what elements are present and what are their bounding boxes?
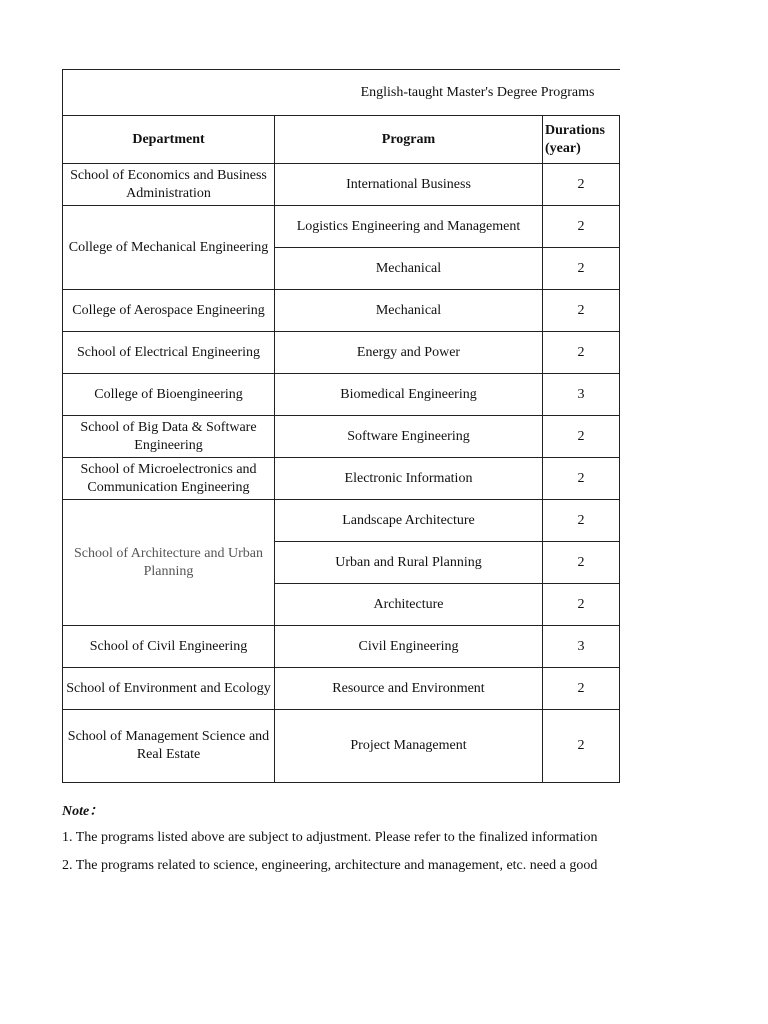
cell-program: International Business: [275, 164, 543, 206]
cell-program: Urban and Rural Planning: [275, 542, 543, 584]
table-row: [63, 458, 621, 500]
table-row: [63, 626, 621, 668]
cell-duration: 2: [543, 332, 620, 374]
cell-duration: 2: [543, 542, 620, 584]
cell-duration: 2: [543, 164, 620, 206]
table-row: [63, 374, 621, 416]
cell-duration: 2: [543, 248, 620, 290]
cell-duration: 2: [543, 500, 620, 542]
cell-extra: [620, 416, 621, 458]
cell-program: Mechanical: [275, 248, 543, 290]
cell-program: Architecture: [275, 584, 543, 626]
note-line-1: 1. The programs listed above are subject to adjustment. Please refer to the finalized information: [62, 830, 598, 845]
cell-department: College of Aerospace Engineering: [63, 290, 275, 332]
header-row: [63, 116, 621, 164]
note-title: Note：: [62, 804, 104, 819]
table-row: [63, 710, 621, 783]
header-department: Department: [63, 116, 275, 164]
cell-program: Civil Engineering: [275, 626, 543, 668]
table-row: [63, 332, 621, 374]
cell-duration: 3: [543, 374, 620, 416]
cell-duration: 2: [543, 290, 620, 332]
cell-duration: 2: [543, 206, 620, 248]
cell-extra: [620, 584, 621, 626]
header-duration: Durations (year): [543, 116, 620, 164]
cell-extra: [620, 500, 621, 542]
cell-extra: [620, 248, 621, 290]
cell-department: School of Architecture and Urban Planning: [63, 500, 275, 626]
cell-extra: [620, 458, 621, 500]
cell-duration: 2: [543, 710, 620, 783]
table-row: [63, 164, 621, 206]
cell-extra: [620, 374, 621, 416]
cell-extra: [620, 206, 621, 248]
cell-program: Energy and Power: [275, 332, 543, 374]
table-row: [63, 290, 621, 332]
notes-section: [62, 803, 620, 885]
table-title: English-taught Master's Degree Programs: [360, 84, 595, 100]
cell-program: Resource and Environment: [275, 668, 543, 710]
table-row: [63, 416, 621, 458]
table-row: [63, 668, 621, 710]
table-row: [63, 206, 621, 248]
cell-department: College of Mechanical Engineering: [63, 206, 275, 290]
cell-program: Electronic Information: [275, 458, 543, 500]
cell-department: School of Civil Engineering: [63, 626, 275, 668]
cell-department: School of Electrical Engineering: [63, 332, 275, 374]
cell-extra: [620, 668, 621, 710]
cell-extra: [620, 710, 621, 783]
cell-extra: [620, 164, 621, 206]
cell-duration: 2: [543, 416, 620, 458]
cell-extra: [620, 626, 621, 668]
cell-department: School of Environment and Ecology: [63, 668, 275, 710]
cell-duration: 3: [543, 626, 620, 668]
cell-program: Software Engineering: [275, 416, 543, 458]
programs-table: [62, 69, 620, 783]
cell-extra: [620, 542, 621, 584]
note-line-2: 2. The programs related to science, engineering, architecture and management, etc. need a good: [62, 858, 598, 873]
cell-program: Project Management: [275, 710, 543, 783]
cell-department: School of Management Science and Real Estate: [63, 710, 275, 783]
cell-program: Mechanical: [275, 290, 543, 332]
cell-department: School of Big Data & Software Engineering: [63, 416, 275, 458]
cell-department: School of Economics and Business Administration: [63, 164, 275, 206]
cell-extra: [620, 332, 621, 374]
cell-duration: 2: [543, 668, 620, 710]
cell-program: Landscape Architecture: [275, 500, 543, 542]
cell-extra: [620, 290, 621, 332]
table-row: [63, 500, 621, 542]
cell-department: College of Bioengineering: [63, 374, 275, 416]
cell-department: School of Microelectronics and Communication Engineering: [63, 458, 275, 500]
table-title-cell: [63, 70, 621, 116]
cell-program: Logistics Engineering and Management: [275, 206, 543, 248]
cell-program: Biomedical Engineering: [275, 374, 543, 416]
cell-duration: 2: [543, 584, 620, 626]
header-program: Program: [275, 116, 543, 164]
header-extra: [620, 116, 621, 164]
cell-duration: 2: [543, 458, 620, 500]
